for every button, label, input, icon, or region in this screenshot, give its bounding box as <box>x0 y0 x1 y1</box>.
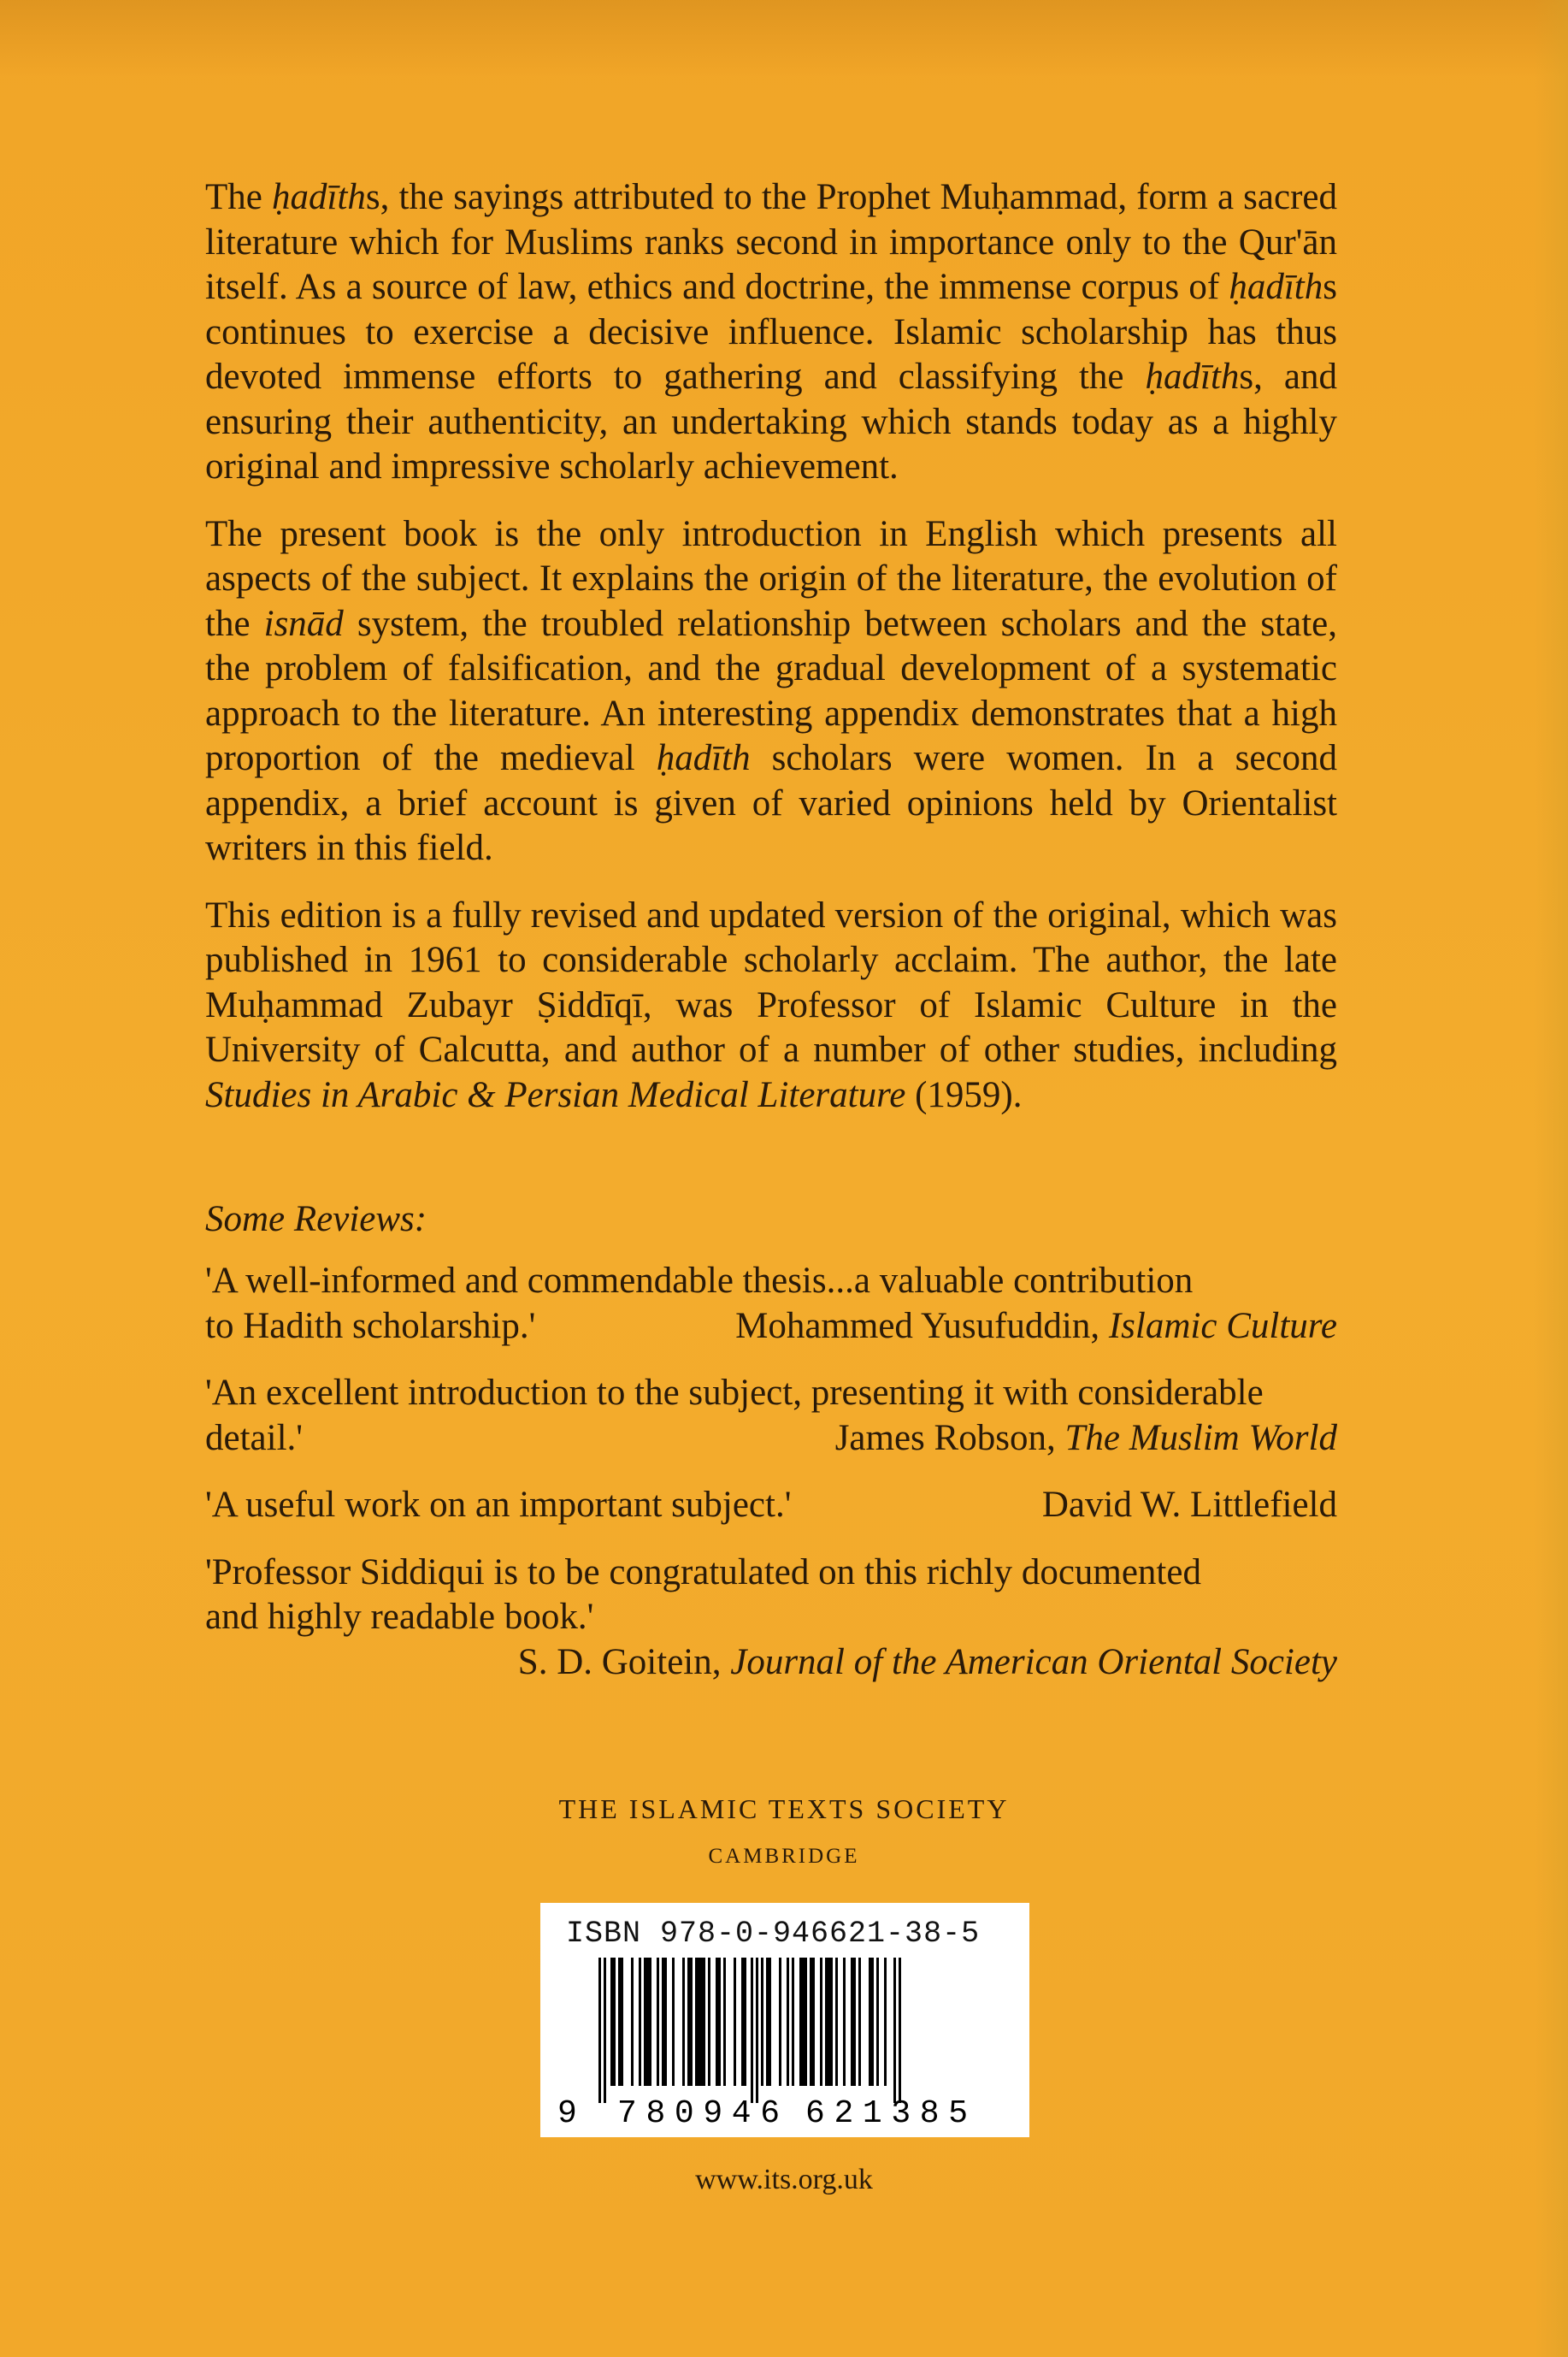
barcode-bar <box>787 1958 789 2086</box>
barcode-bar <box>766 1958 771 2086</box>
reviews-section <box>205 1197 1337 1707</box>
barcode-graphic <box>556 1958 1014 2129</box>
review-item <box>205 1371 1337 1461</box>
barcode-digits-right: 621385 <box>805 2095 968 2129</box>
barcode-bar <box>820 1958 822 2086</box>
barcode-bar <box>869 1958 874 2086</box>
barcode-bar <box>687 1958 693 2086</box>
barcode-bar <box>734 1958 736 2086</box>
barcode-guard-bar <box>604 1958 606 2103</box>
barcode-bar <box>644 1958 651 2086</box>
barcode-bar <box>825 1958 833 2086</box>
barcode-bar <box>858 1958 861 2086</box>
barcode-guard-bar <box>751 1958 753 2103</box>
review-quote: 'A useful work on an important subject.' <box>205 1485 792 1525</box>
review-quote-cont: to Hadith scholarship.' <box>205 1305 536 1346</box>
review-quote: 'Professor Siddiqui is to be congratulated on this richly documented <box>205 1551 1201 1592</box>
barcode-bar <box>631 1958 634 2086</box>
barcode-bar <box>708 1958 710 2086</box>
publisher-name: THE ISLAMIC TEXTS SOCIETY <box>558 1793 1010 1824</box>
barcode-digits-left: 780946 <box>617 2095 780 2129</box>
barcode-bar <box>610 1958 616 2086</box>
review-attribution: David W. Littlefield <box>1041 1485 1337 1525</box>
barcode-guard-bar <box>598 1958 601 2103</box>
barcode-bar <box>672 1958 675 2086</box>
review-item <box>205 1551 1337 1686</box>
top-edge-shadow <box>0 0 1568 77</box>
review-attribution: James Robson, The Muslim World <box>834 1417 1337 1458</box>
review-quote: 'An excellent introduction to the subject, presenting it with considerable <box>205 1373 1264 1413</box>
barcode-bar <box>843 1958 846 2086</box>
barcode-bar <box>779 1958 781 2086</box>
barcode-bar <box>851 1958 856 2086</box>
barcode-bar <box>723 1958 726 2086</box>
barcode-bar <box>835 1958 838 2086</box>
review-attribution: Mohammed Yusufuddin, Islamic Culture <box>735 1305 1337 1346</box>
description-paragraph-3: This edition is a fully revised and updated version of the original, which was published in 1961 to considerable scholarly acclaim. The author, the late Muḥammad Zubayr Ṣiddīqī, was Professor of Islamic Culture in the University of Calcutta, and author of a number of other studies, including Studies in Arabic & Persian Medical Literature (1959). <box>205 895 1337 1115</box>
barcode-bar <box>682 1958 685 2086</box>
barcode-bar <box>884 1958 887 2086</box>
barcode-digit-first: 9 <box>557 2095 577 2129</box>
barcode-bar <box>810 1958 815 2086</box>
review-item <box>205 1259 1337 1349</box>
barcode-bar <box>695 1958 705 2086</box>
barcode-bar <box>716 1958 721 2086</box>
review-item <box>205 1483 1337 1528</box>
barcode-guard-bar <box>899 1958 901 2103</box>
book-description <box>205 175 1337 1140</box>
review-quote-cont: detail.' <box>205 1417 304 1458</box>
barcode-bar <box>799 1958 807 2086</box>
publisher-city: CAMBRIDGE <box>708 1845 860 1868</box>
review-attribution: S. D. Goitein, Journal of the American Oriental Society <box>517 1641 1337 1682</box>
barcode-guard-bar <box>756 1958 758 2103</box>
barcode-bar <box>792 1958 794 2086</box>
right-edge-shadow <box>1534 0 1568 2357</box>
description-paragraph-1: The ḥadīths, the sayings attributed to the Prophet Muḥammad, form a sacred literature which for Muslims ranks second in importance only to the Qur'ān itself. As a source of law, ethics and doctrine, the immense corpus of ḥadīths continues to exercise a decisive influence. Islamic scholarship has thus devoted immense efforts to gathering and classifying the ḥadīths, and ensuring their authenticity, an undertaking which stands today as a highly original and impressive scholarly achievement. <box>205 177 1337 487</box>
review-quote: 'A well-informed and commendable thesis...a valuable contribution <box>205 1261 1194 1301</box>
review-quote-cont: and highly readable book.' <box>205 1597 594 1637</box>
barcode-bar <box>741 1958 746 2086</box>
barcode-bar <box>618 1958 623 2086</box>
barcode-bar <box>657 1958 659 2086</box>
barcode-bar <box>761 1958 763 2086</box>
barcode-guard-bar <box>893 1958 896 2103</box>
isbn-label: ISBN 978-0-946621-38-5 <box>566 1917 981 1951</box>
description-paragraph-2: The present book is the only introduction in English which presents all aspects of the subject. It explains the origin of the literature, the evolution of the isnād system, the troubled relationship between scholars and the state, the problem of falsification, and the gradual development of a systematic approach to the literature. An interesting appendix demonstrates that a high proportion of the medieval ḥadīth scholars were women. In a second appendix, a brief account is given of varied opinions held by Orientalist writers in this field. <box>205 513 1337 868</box>
barcode-bar <box>876 1958 879 2086</box>
isbn-barcode <box>540 1903 1029 2137</box>
barcode-bar <box>639 1958 641 2086</box>
barcode-bar <box>662 1958 667 2086</box>
website-link[interactable]: www.its.org.uk <box>695 2164 873 2195</box>
reviews-heading: Some Reviews: <box>205 1199 427 1239</box>
